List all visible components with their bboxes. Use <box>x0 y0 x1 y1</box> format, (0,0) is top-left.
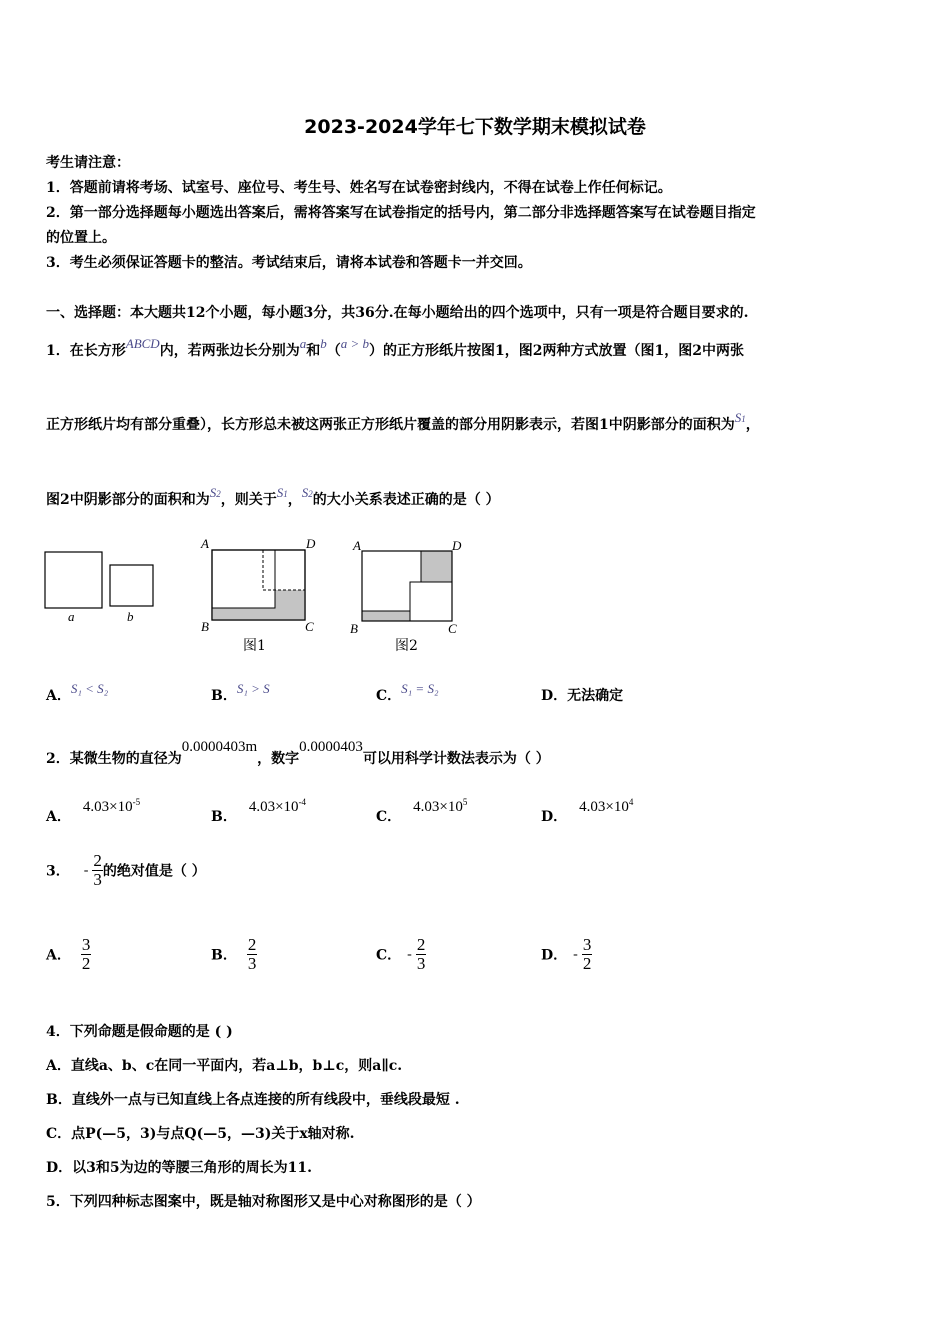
q1-comma: ， <box>745 417 760 433</box>
q3-num: 3． <box>46 863 70 880</box>
q1-text-c: ）的正方形纸片按图1，图2两种方式放置（图1，图2中两张 <box>368 343 744 359</box>
q1-s2: S2 <box>209 485 221 500</box>
option-label: A． <box>46 947 71 964</box>
q4-option-d[interactable]: D．以3和5为边的等腰三角形的周长为11. <box>46 1160 312 1176</box>
q4-option-b[interactable]: B．直线外一点与已知直线上各点连接的所有线段中，垂线段最短 . <box>46 1092 460 1108</box>
fig2-shade-top <box>421 551 452 582</box>
q2-value: 0.0000403 <box>299 739 363 755</box>
option-expr: S₁ < S₂ <box>70 681 109 696</box>
fig1-square-a <box>212 550 275 608</box>
fig1-shade <box>212 590 305 620</box>
notice-item-2: 2．第一部分选择题每小题选出答案后，需将答案写在试卷指定的括号内，第二部分非选择题答案写在试卷题目指定 <box>46 205 756 221</box>
option-base: 4.03×10 <box>579 799 629 815</box>
q3-stem <box>46 852 206 889</box>
fig1-caption: 图1 <box>243 638 266 654</box>
notice-item-3: 3．考生必须保证答题卡的整洁。考试结束后，请将本试卷和答题卡一并交回。 <box>46 255 532 271</box>
q3-option-b[interactable] <box>211 936 257 973</box>
option-base: 4.03×10 <box>248 799 299 815</box>
square-b <box>110 565 153 606</box>
option-label: C． <box>376 688 402 704</box>
label-b: b <box>127 609 134 624</box>
option-label: B． <box>211 809 237 825</box>
q2-text-a: 2．某微生物的直径为 <box>46 751 182 767</box>
option-label: A． <box>46 809 71 825</box>
q1-figures <box>0 530 520 665</box>
section-heading: 一、选择题：本大题共12个小题，每小题3分，共36分.在每小题给出的四个选项中，只有一项是符合题目要求的. <box>46 305 749 321</box>
q1-text-p3c: ， <box>287 492 302 508</box>
fig2-C: C <box>448 621 457 636</box>
fig1-B: B <box>201 619 209 634</box>
q1-option-c[interactable] <box>376 681 439 705</box>
q2-stem <box>46 739 550 768</box>
option-base: 4.03×10 <box>413 799 463 815</box>
option-expr: S₁ = S₂ <box>401 681 439 696</box>
fig2-square-b <box>410 582 452 621</box>
q1-var-b: b <box>320 336 327 351</box>
option-label: D． <box>541 688 568 704</box>
q1-option-b[interactable] <box>211 681 270 705</box>
option-label: A． <box>46 688 71 704</box>
q1-line-2 <box>46 410 760 434</box>
fig2-caption: 图2 <box>395 638 418 654</box>
q5-stem: 5．下列四种标志图案中，既是轴对称图形又是中心对称图形的是（ ） <box>46 1194 481 1210</box>
q1-text-a: 1．在长方形 <box>46 343 126 359</box>
q3-option-a[interactable] <box>46 936 91 973</box>
q1-option-a[interactable] <box>46 681 109 705</box>
label-a: a <box>68 609 75 624</box>
fig2-A: A <box>353 538 361 553</box>
option-exp: 5 <box>462 797 468 807</box>
q1-text-p2: 正方形纸片均有部分重叠），长方形总未被这两张正方形纸片覆盖的部分用阴影表示，若图1中阴影部分的面积为 <box>46 417 735 433</box>
q3-neg: - <box>83 862 89 878</box>
q3-option-d[interactable]: D． - $\frac{3}{2}$ <box>541 935 592 973</box>
fig2-D: D <box>452 538 462 553</box>
notice-item-2-cont: 的位置上。 <box>46 230 116 246</box>
option-label: C． <box>376 809 402 825</box>
q1-s2-ref: S2 <box>301 485 313 500</box>
q1-text-p3a: 图2中阴影部分的面积和为 <box>46 492 210 508</box>
q2-text-b: ，数字 <box>257 751 300 767</box>
q1-option-d[interactable] <box>541 685 623 705</box>
option-label: D． <box>541 809 568 825</box>
q1-and: 和 <box>306 343 321 359</box>
fig2-B: B <box>350 621 358 636</box>
option-label: B． <box>211 688 237 704</box>
q1-paren: （ <box>326 343 341 359</box>
q4-stem: 4．下列命题是假命题的是 ( ) <box>46 1024 233 1040</box>
option-fraction: $\frac{3}{2}$ <box>81 935 91 973</box>
q4-option-a[interactable]: A．直线a、b、c在同一平面内，若a⊥b，b⊥c，则a∥c. <box>46 1058 403 1074</box>
option-label: C． <box>376 947 402 964</box>
option-fraction: $\frac{2}{3}$ <box>416 935 426 973</box>
fig2-shade-bottom <box>362 611 410 621</box>
fig1-D: D <box>306 536 316 551</box>
q2-option-c[interactable] <box>376 797 468 826</box>
option-exp: 4 <box>628 797 634 807</box>
option-expr: S₁ > S <box>236 681 270 696</box>
q1-s1-ref: S1 <box>276 485 288 500</box>
option-label: D． <box>541 947 568 964</box>
q3-option-c[interactable]: C． - $\frac{2}{3}$ <box>376 935 426 973</box>
page-title: 2023-2024学年七下数学期末模拟试卷 <box>304 116 646 138</box>
q2-option-a[interactable] <box>46 797 141 826</box>
fig2-square-a <box>362 551 421 611</box>
option-fraction: $\frac{3}{2}$ <box>582 935 592 973</box>
q2-text-c: 可以用科学计数法表示为（ ） <box>362 751 550 767</box>
fig1-square-b <box>263 550 305 590</box>
q1-text-b: 内，若两张边长分别为 <box>159 343 300 359</box>
q3-text: 的绝对值是（ ） <box>102 863 206 880</box>
q1-line-1 <box>46 336 744 360</box>
q4-option-c[interactable]: C．点P(—5，3)与点Q(—5，—3)关于x轴对称. <box>46 1126 355 1142</box>
q1-abcd: ABCD <box>125 336 160 351</box>
q1-a-gt-b: a > b <box>340 336 369 351</box>
q1-text-p3d: 的大小关系表述正确的是（ ） <box>312 492 500 508</box>
q2-option-b[interactable] <box>211 797 307 826</box>
q2-option-d[interactable] <box>541 797 634 826</box>
q1-var-a: a <box>299 336 307 351</box>
q1-line-3 <box>46 485 500 509</box>
square-a <box>45 552 102 608</box>
option-fraction: $\frac{2}{3}$ <box>247 935 257 973</box>
q1-text-p3b: ，则关于 <box>220 492 277 508</box>
option-exp: -4 <box>298 797 307 807</box>
option-label: B． <box>211 947 237 964</box>
fig1-A: A <box>201 536 209 551</box>
option-base: 4.03×10 <box>82 799 133 815</box>
notice-item-1: 1．答题前请将考场、试室号、座位号、考生号、姓名写在试卷密封线内，不得在试卷上作任何标记。 <box>46 180 672 196</box>
q2-value-m: 0.0000403m <box>181 739 258 755</box>
notice-heading: 考生请注意： <box>46 155 130 171</box>
q1-s1: S1 <box>734 410 746 425</box>
fig1-C: C <box>305 619 314 634</box>
q3-fraction: $\frac{2}{3}$ <box>93 851 102 889</box>
option-text: 无法确定 <box>567 688 624 704</box>
option-exp: -5 <box>132 797 141 807</box>
